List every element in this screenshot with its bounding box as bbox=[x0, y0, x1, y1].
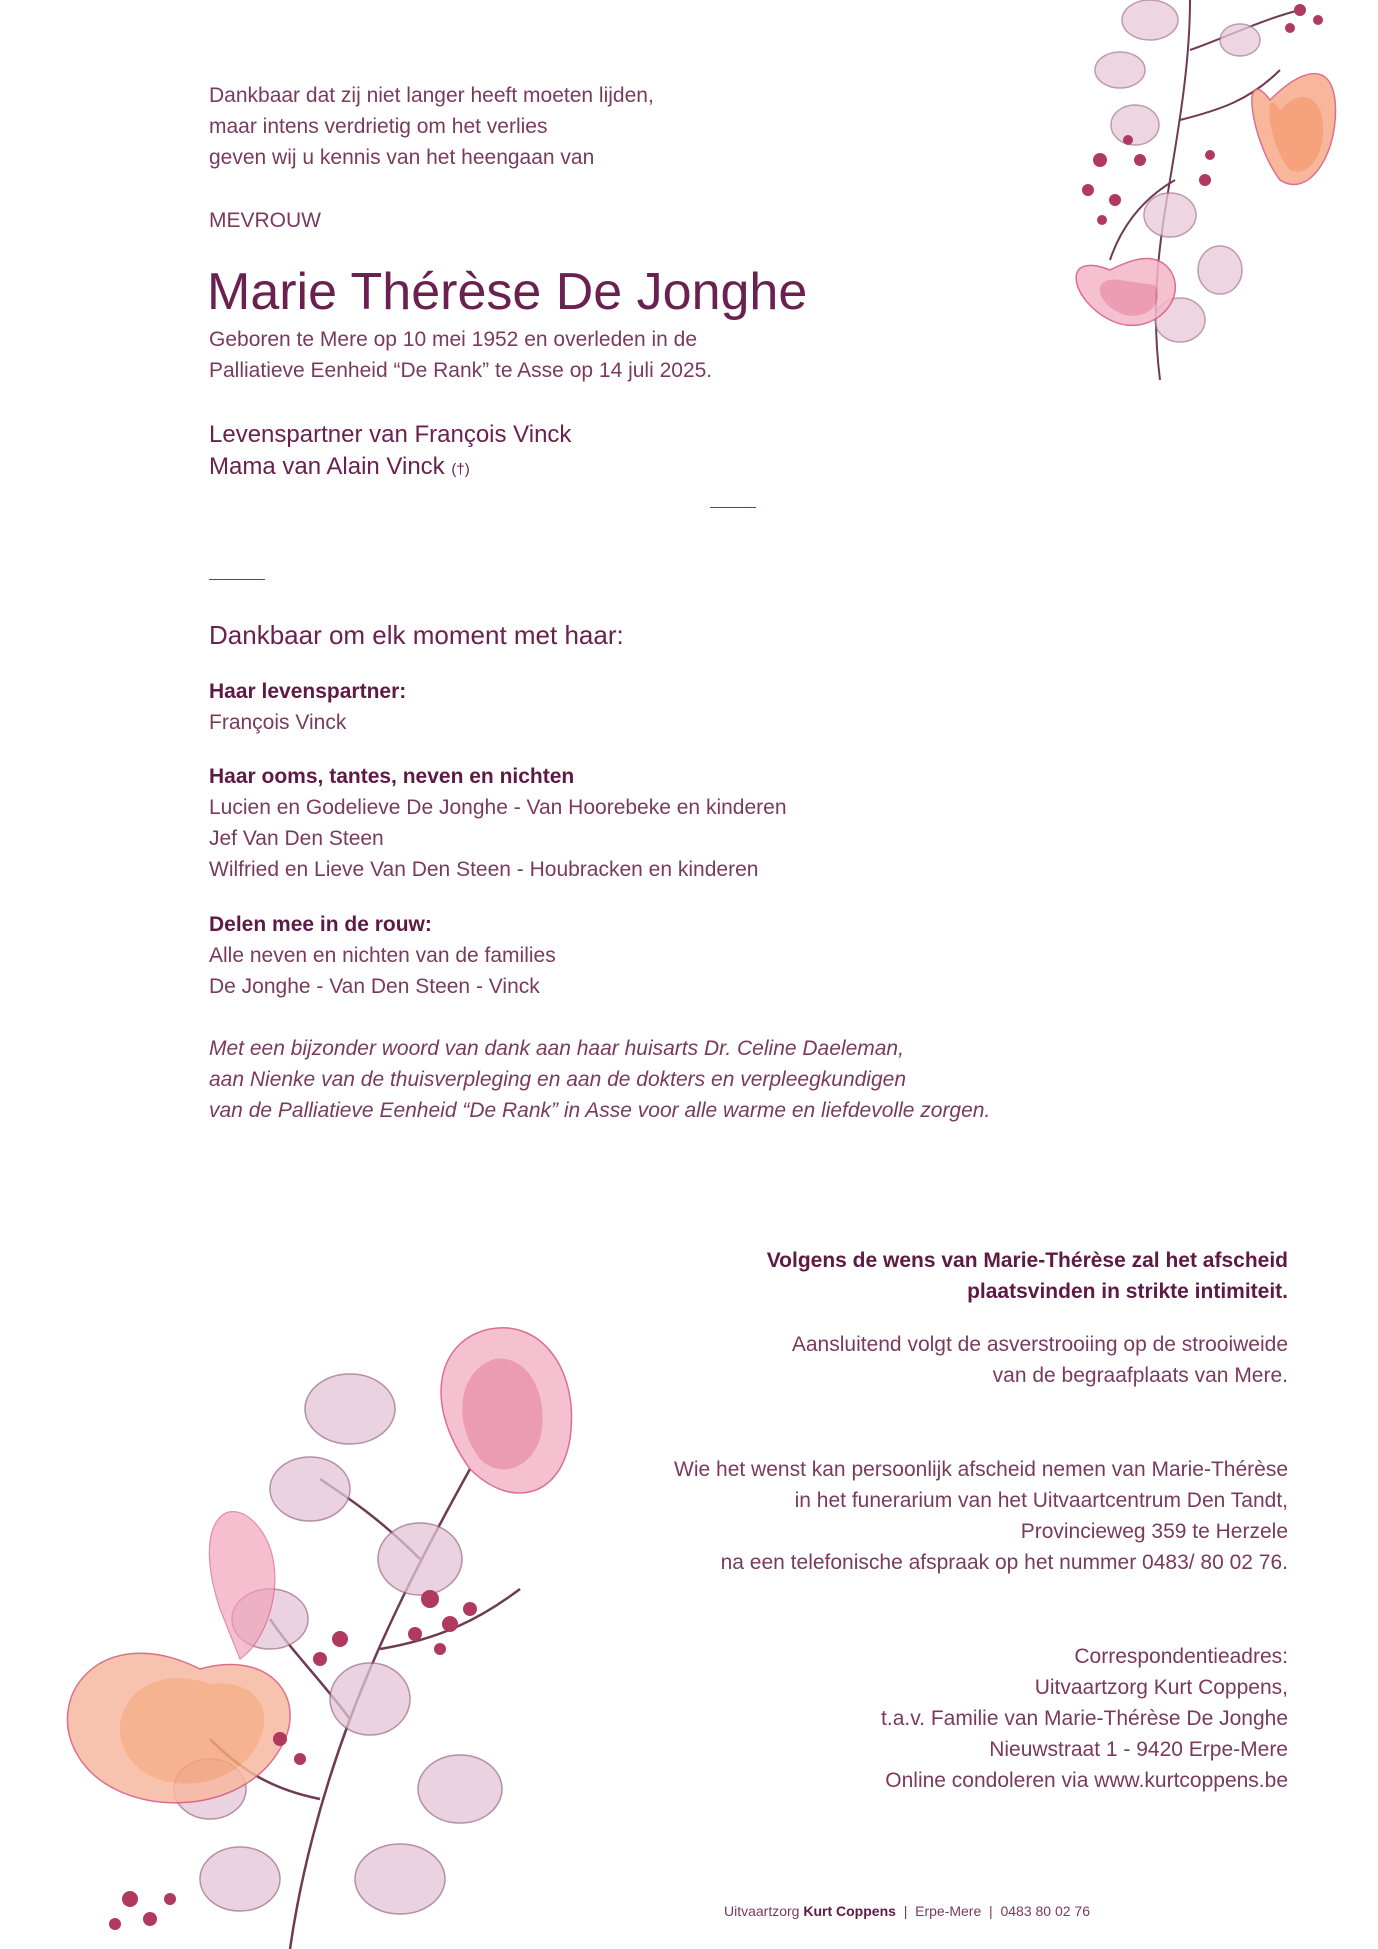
divider bbox=[209, 579, 265, 580]
family-member: François Vinck bbox=[209, 711, 347, 734]
footer-separator: | bbox=[989, 1903, 993, 1919]
family-member: Lucien en Godelieve De Jonghe - Van Hoorebeke en kinderen bbox=[209, 796, 787, 819]
ash-scattering-line: Aansluitend volgt de asverstrooiing op de strooiweide bbox=[791, 1333, 1288, 1356]
correspondence-line: Correspondentieadres: bbox=[1074, 1645, 1288, 1668]
footer-prefix: Uitvaartzorg bbox=[724, 1903, 800, 1919]
relation-mother bbox=[209, 450, 470, 487]
visitation-line: Wie het wenst kan persoonlijk afscheid nemen van Marie-Thérèse bbox=[674, 1458, 1288, 1481]
title-prefix: MEVROUW bbox=[209, 209, 321, 232]
family-member: Jef Van Den Steen bbox=[209, 827, 384, 850]
visitation-line: Provincieweg 359 te Herzele bbox=[1020, 1520, 1288, 1543]
farewell-wish-line: Volgens de wens van Marie-Thérèse zal het afscheid bbox=[766, 1249, 1288, 1272]
floral-decoration-top-icon bbox=[1040, 0, 1340, 390]
birth-death-line: Palliatieve Eenheid “De Rank” te Asse op 14 juli 2025. bbox=[209, 359, 713, 382]
correspondence-link[interactable]: Online condoleren via www.kurtcoppens.be bbox=[885, 1769, 1288, 1792]
footer-brand: Kurt Coppens bbox=[803, 1903, 896, 1919]
footer bbox=[724, 1903, 1090, 1919]
floral-decoration-bottom-icon bbox=[20, 1319, 640, 1949]
correspondence-line: t.a.v. Familie van Marie-Thérèse De Jonghe bbox=[881, 1707, 1288, 1730]
intro-line: maar intens verdrietig om het verlies bbox=[209, 115, 548, 138]
footer-phone: 0483 80 02 76 bbox=[1000, 1903, 1090, 1919]
family-group-heading: Delen mee in de rouw: bbox=[209, 913, 432, 936]
family-member: Wilfried en Lieve Van Den Steen - Houbracken en kinderen bbox=[209, 858, 759, 881]
thanks-heading: Dankbaar om elk moment met haar: bbox=[209, 620, 624, 650]
correspondence-line: Uitvaartzorg Kurt Coppens, bbox=[1034, 1676, 1288, 1699]
cross-mark: (†) bbox=[451, 461, 470, 478]
special-thanks-line: van de Palliatieve Eenheid “De Rank” in Asse voor alle warme en liefdevolle zorgen. bbox=[209, 1099, 991, 1122]
special-thanks-line: aan Nienke van de thuisverpleging en aan de dokters en verpleegkundigen bbox=[209, 1068, 906, 1091]
relation-mother-text: Mama van Alain Vinck bbox=[209, 453, 445, 480]
relation-partner: Levenspartner van François Vinck bbox=[209, 421, 572, 448]
deceased-name: Marie Thérèse De Jonghe bbox=[207, 263, 808, 321]
farewell-wish-line: plaatsvinden in strikte intimiteit. bbox=[967, 1280, 1288, 1303]
special-thanks-line: Met een bijzonder woord van dank aan haar huisarts Dr. Celine Daeleman, bbox=[209, 1037, 904, 1060]
footer-separator: | bbox=[903, 1903, 908, 1919]
family-member: Alle neven en nichten van de families bbox=[209, 944, 556, 967]
divider bbox=[710, 507, 756, 508]
ash-scattering-line: van de begraafplaats van Mere. bbox=[992, 1364, 1288, 1387]
visitation-line: na een telefonische afspraak op het nummer 0483/ 80 02 76. bbox=[720, 1551, 1288, 1574]
family-group-heading: Haar levenspartner: bbox=[209, 680, 407, 703]
intro-line: geven wij u kennis van het heengaan van bbox=[209, 146, 595, 169]
footer-location: Erpe-Mere bbox=[915, 1903, 982, 1919]
family-member: De Jonghe - Van Den Steen - Vinck bbox=[209, 975, 540, 998]
intro-line: Dankbaar dat zij niet langer heeft moeten lijden, bbox=[209, 84, 654, 107]
correspondence-line: Nieuwstraat 1 - 9420 Erpe-Mere bbox=[989, 1738, 1288, 1761]
family-group-heading: Haar ooms, tantes, neven en nichten bbox=[209, 765, 575, 788]
visitation-line: in het funerarium van het Uitvaartcentrum Den Tandt, bbox=[794, 1489, 1288, 1512]
birth-death-line: Geboren te Mere op 10 mei 1952 en overleden in de bbox=[209, 328, 697, 351]
